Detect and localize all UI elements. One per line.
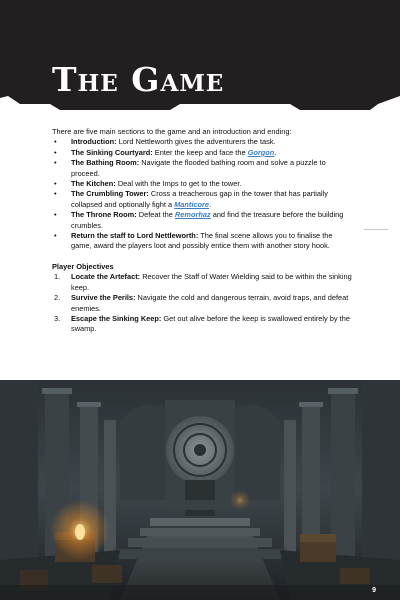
objective-item xyxy=(52,314,352,335)
section-text-after: . xyxy=(274,147,277,157)
throne-room-illustration xyxy=(0,380,400,600)
section-text-after: . xyxy=(209,199,212,209)
section-term: The Bathing Room: xyxy=(71,158,140,168)
objectives-heading: Player Objectives xyxy=(52,261,114,271)
objective-number: 2. xyxy=(54,293,61,303)
section-text: Navigate the flooded bathing room and solve a puzzle to proceed. xyxy=(71,158,326,178)
header-banner-shape xyxy=(0,0,400,118)
bullet-icon: • xyxy=(54,158,57,168)
section-term: The Throne Room: xyxy=(71,210,137,220)
margin-rule xyxy=(364,229,388,230)
section-text: Cross a treacherous gap in the tower that has partially collapsed and optionally fight a xyxy=(71,189,328,209)
section-term: Introduction: xyxy=(71,137,117,147)
objective-text: Get out alive before the keep is swallowed entirely by the swamp. xyxy=(71,313,350,334)
page-number: 9 xyxy=(372,587,376,594)
section-text: Enter the keep and face the xyxy=(152,147,248,157)
section-item xyxy=(52,158,352,179)
page-title: The Game xyxy=(52,60,225,99)
objective-text: Recover the Staff of Water Wielding said to be within the sinking keep. xyxy=(71,272,352,292)
throne-room-artwork xyxy=(0,380,400,600)
remorhaz-link[interactable]: Remorhaz xyxy=(174,210,211,220)
section-item xyxy=(52,231,352,252)
section-item xyxy=(52,189,352,210)
objective-item xyxy=(52,272,352,293)
section-item xyxy=(52,137,352,147)
objective-text: Navigate the cold and dangerous terrain, avoid traps, and defeat enemies. xyxy=(71,293,349,313)
section-text-after: and find the treasure before the building crumbles. xyxy=(71,210,344,230)
objective-term: Survive the Perils: xyxy=(71,293,136,303)
gorgon-link[interactable]: Gorgon xyxy=(247,147,275,157)
intro-paragraph: There are five main sections to the game and an introduction and ending: xyxy=(52,127,292,136)
section-term: The Sinking Courtyard: xyxy=(71,147,153,157)
bullet-icon: • xyxy=(54,147,57,157)
objective-term: Locate the Artefact: xyxy=(71,272,141,282)
manticore-link[interactable]: Manticore xyxy=(174,199,210,209)
bullet-icon: • xyxy=(54,179,57,189)
header-banner xyxy=(0,0,400,118)
section-item xyxy=(52,179,352,189)
bullet-icon: • xyxy=(54,231,57,241)
objective-term: Escape the Sinking Keep: xyxy=(71,313,162,323)
objective-item xyxy=(52,293,352,314)
section-text: The final scene allows you to finalise the game, award the players loot and possibly entice them with another story hook. xyxy=(71,231,333,251)
section-item xyxy=(52,148,352,158)
section-text: Defeat the xyxy=(136,210,175,220)
main-content xyxy=(52,127,352,335)
objectives-list xyxy=(52,272,352,334)
objective-number: 3. xyxy=(54,313,61,323)
section-term: Return the staff to Lord Nettleworth: xyxy=(71,231,199,241)
section-text: Deal with the Imps to get to the tower. xyxy=(115,179,242,189)
section-text: Lord Nettleworth gives the adventurers the task. xyxy=(116,137,276,147)
objective-number: 1. xyxy=(54,272,61,282)
section-list xyxy=(52,137,352,251)
bullet-icon: • xyxy=(54,137,57,147)
section-term: The Kitchen: xyxy=(71,179,116,189)
section-item xyxy=(52,210,352,231)
bullet-icon: • xyxy=(54,210,57,220)
bullet-icon: • xyxy=(54,189,57,199)
section-term: The Crumbling Tower: xyxy=(71,189,149,199)
